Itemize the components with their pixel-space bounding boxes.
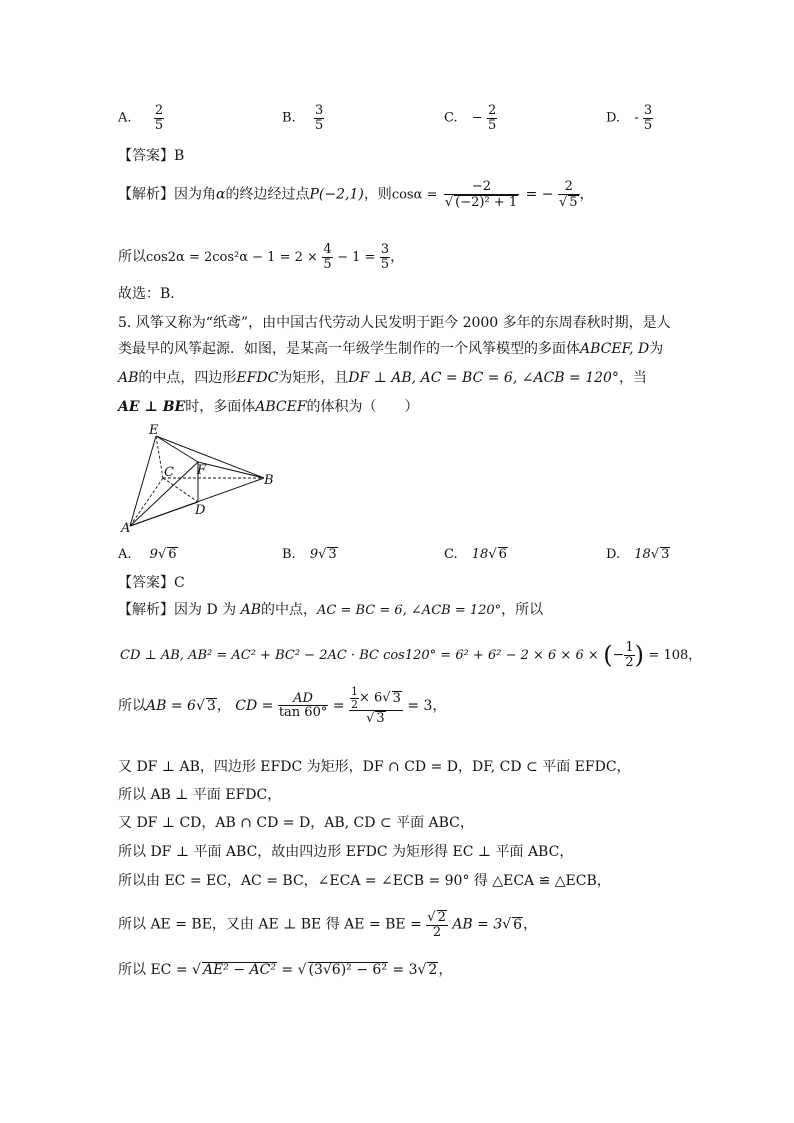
numerator: 2 bbox=[564, 179, 573, 194]
fraction bbox=[380, 243, 390, 271]
edge-AD bbox=[130, 502, 198, 526]
q5-option-a: A. 9√ 6 bbox=[118, 547, 177, 562]
radicand: 6 bbox=[498, 547, 507, 562]
q4-answer: 【答案】B bbox=[118, 148, 185, 164]
equals: = bbox=[281, 962, 294, 978]
q5-analysis-line2: CD ⊥ AB, AB² = AC² + BC² − 2AC · BC cos120° = 6² + 6² − 2 × 6 × 6 × (− $\frac{1}{2}$ ) = 108， bbox=[120, 640, 702, 670]
math-expr: cos2α = 2cos²α − 1 = 2 × bbox=[146, 250, 318, 266]
analysis-text: 的终边经过点 bbox=[225, 186, 310, 203]
fraction bbox=[444, 180, 519, 209]
alpha-symbol: α bbox=[216, 186, 226, 203]
math-expr: AB bbox=[118, 370, 139, 386]
edge-EF bbox=[156, 436, 198, 462]
radicand: 6 bbox=[513, 916, 523, 933]
q4-option-a bbox=[118, 104, 164, 132]
denominator: 2 bbox=[350, 697, 358, 711]
text: ，所以 bbox=[501, 602, 544, 618]
math-expr: CD ⊥ AB, AB² = AC² + BC² − 2AC · BC cos120° = 6² + 6² − 2 × 6 × 6 × bbox=[120, 648, 599, 664]
q5-analysis-line6: 又 DF ⊥ CD，AB ∩ CD = D，AB, CD ⊂ 平面 ABC， bbox=[118, 815, 474, 831]
radicand: (3√6)² − 6² bbox=[308, 962, 387, 978]
fraction bbox=[154, 104, 164, 132]
edge-CA bbox=[130, 478, 163, 526]
text: 的中点， bbox=[260, 602, 317, 618]
q5-option-d: D. 18√ 3 bbox=[606, 547, 670, 562]
punct: ， bbox=[216, 697, 231, 714]
radicand: 5 bbox=[569, 194, 578, 210]
math-expr: = 108， bbox=[648, 648, 702, 664]
math-expr: = 3， bbox=[407, 697, 447, 714]
fraction bbox=[426, 910, 448, 939]
coef: 9 bbox=[149, 547, 158, 562]
option-label: A. bbox=[118, 547, 132, 562]
q5-analysis-line3: 所以AB = 6√ 3， CD = $\frac{AD}{\tan 60^\circ}$ = $\frac{1}{2}$ × 6√ 3 √ 3 = 3， bbox=[118, 685, 447, 727]
numerator: √ 2 bbox=[427, 910, 446, 925]
fraction bbox=[314, 104, 324, 132]
radicand: 3 bbox=[328, 547, 337, 562]
option-label: C. bbox=[444, 547, 458, 562]
label-F: F bbox=[197, 463, 207, 478]
punct: ， bbox=[438, 962, 453, 978]
label-C: C bbox=[164, 465, 174, 480]
analysis-tag: 【解析】 bbox=[118, 186, 174, 203]
q4-option-d bbox=[606, 104, 653, 132]
numerator: 3 bbox=[380, 242, 390, 257]
equals: = bbox=[332, 697, 345, 714]
math-expr: ABCEF, D bbox=[580, 341, 650, 357]
label-B: B bbox=[264, 473, 274, 488]
option-label: B. bbox=[282, 110, 296, 126]
denominator: 2 bbox=[625, 654, 634, 670]
radicand: 2 bbox=[437, 910, 446, 925]
q5-analysis-line7: 所以 DF ⊥ 平面 ABC，故由四边形 EFDC 为矩形得 EC ⊥ 平面 ABC， bbox=[118, 844, 574, 860]
edge-EC bbox=[156, 436, 163, 478]
radicand: 2 bbox=[428, 962, 438, 978]
radicand: 3 bbox=[392, 690, 401, 706]
math-expr: CD = bbox=[235, 697, 274, 714]
text: 所以 AE = BE，又由 AE ⊥ BE 得 AE = BE = bbox=[118, 916, 422, 933]
numerator: 4 bbox=[323, 242, 332, 257]
text: 的体积为（ ） bbox=[306, 399, 419, 415]
label-E: E bbox=[149, 423, 159, 438]
denominator: 5 bbox=[323, 256, 332, 272]
denominator: √ 5 bbox=[558, 194, 578, 210]
q5-answer: 【答案】C bbox=[118, 575, 185, 591]
text: ，当 bbox=[618, 370, 647, 386]
math-expr: AB = 3 bbox=[452, 916, 503, 933]
denominator: 5 bbox=[380, 256, 390, 272]
label-D: D bbox=[195, 503, 206, 518]
q5-analysis-line5: 所以 AB ⊥ 平面 EFDC， bbox=[118, 787, 282, 803]
math-expr: AB = 6 bbox=[146, 697, 196, 714]
q4-analysis-line2 bbox=[118, 243, 404, 271]
numerator: 3 bbox=[643, 103, 653, 118]
numerator: 1 bbox=[625, 640, 634, 655]
point-expr: P(−2,1) bbox=[309, 186, 364, 203]
radicand: 6 bbox=[168, 547, 177, 562]
option-sign: − bbox=[471, 110, 483, 126]
punct: ， bbox=[523, 916, 538, 933]
q5-analysis-line1 bbox=[118, 603, 543, 617]
text: 所以 bbox=[118, 249, 146, 266]
option-label: A. bbox=[118, 110, 132, 126]
text: 为矩形，且 bbox=[278, 370, 349, 386]
text: 为 bbox=[649, 341, 664, 357]
q4-conclusion: 故选：B. bbox=[118, 286, 175, 302]
option-sign: - bbox=[634, 110, 639, 126]
fraction bbox=[349, 686, 403, 726]
q5-line1: 5. 风筝又称为“纸鸢”，由中国古代劳动人民发明于距今 2000 多年的东周春秋时期，是人 bbox=[118, 315, 671, 331]
fraction bbox=[624, 641, 634, 669]
coef: 18 bbox=[634, 547, 651, 562]
radicand: 3 bbox=[376, 711, 385, 727]
option-label: D. bbox=[606, 110, 621, 126]
denominator: tan 60° bbox=[278, 705, 328, 721]
label-A: A bbox=[121, 521, 131, 534]
punct: ， bbox=[390, 249, 405, 266]
q4-option-b bbox=[282, 104, 324, 132]
fraction bbox=[278, 692, 329, 720]
edge-EA bbox=[130, 436, 156, 526]
math-expr: × 6 bbox=[358, 690, 383, 706]
cos-expr: cosα = bbox=[391, 187, 438, 203]
radicand: AE² − AC² bbox=[202, 962, 276, 978]
text: 类最早的风筝起源．如图，是某高一年级学生制作的一个风筝模型的多面体 bbox=[118, 341, 580, 357]
q5-option-b: B. 9√ 3 bbox=[282, 547, 337, 562]
text: 所以 EC = bbox=[118, 962, 188, 978]
radicand: 3 bbox=[661, 547, 670, 562]
option-label: D. bbox=[606, 547, 621, 562]
math-expr: = 3 bbox=[392, 962, 418, 978]
q5-line2 bbox=[118, 342, 663, 356]
q5-analysis-line9: 所以 AE = BE，又由 AE ⊥ BE 得 AE = BE = $\frac{√ 2}{2}$ AB = 3√ 6， bbox=[118, 910, 538, 940]
numerator: AD bbox=[293, 690, 313, 706]
text: 因为 D 为 bbox=[174, 602, 237, 618]
denominator: 2 bbox=[426, 925, 448, 940]
denominator: 5 bbox=[314, 117, 324, 133]
math-expr: AE ⊥ BE bbox=[118, 399, 186, 415]
math-expr: AB bbox=[240, 602, 261, 618]
numerator: 2 bbox=[154, 103, 164, 118]
denominator: √ (−2)² + 1 bbox=[444, 194, 518, 210]
analysis-text: ，则 bbox=[363, 186, 392, 203]
radicand: 3 bbox=[206, 697, 216, 714]
q5-analysis-line4: 又 DF ⊥ AB，四边形 EFDC 为矩形，DF ∩ CD = D，DF, CD ⊂ 平面 EFDC， bbox=[118, 759, 631, 775]
numerator: −2 bbox=[471, 179, 492, 194]
text: 的中点，四边形 bbox=[138, 370, 237, 386]
denominator: 5 bbox=[154, 117, 164, 133]
punct: ， bbox=[579, 186, 594, 203]
coef: 18 bbox=[471, 547, 489, 562]
option-label: C. bbox=[444, 110, 458, 126]
polyhedron-figure bbox=[118, 422, 278, 534]
q5-line3 bbox=[118, 371, 647, 385]
numerator: 3 bbox=[314, 103, 324, 118]
math-expr: ABCEF bbox=[255, 399, 307, 415]
analysis-text: 因为角 bbox=[174, 186, 216, 203]
q5-analysis-line8: 所以由 EC = EC，AC = BC，∠ECA = ∠ECB = 90° 得 △ECA ≌ △ECB， bbox=[118, 873, 611, 889]
text: 所以 bbox=[118, 697, 146, 714]
denominator: 5 bbox=[643, 117, 653, 133]
math-expr: DF ⊥ AB, AC = BC = 6, ∠ACB = 120° bbox=[348, 370, 619, 386]
fraction bbox=[322, 243, 332, 271]
q4-option-c bbox=[444, 104, 497, 132]
coef: 9 bbox=[309, 547, 319, 562]
fraction bbox=[558, 180, 580, 209]
math-expr: AC = BC = 6, ∠ACB = 120° bbox=[316, 603, 502, 618]
math-expr: − 1 = bbox=[337, 250, 376, 266]
radicand: (−2)² + 1 bbox=[455, 194, 518, 210]
fraction bbox=[643, 104, 653, 132]
numerator: $\frac{1}{2}$ × 6√ 3 bbox=[350, 685, 401, 711]
equals: = − bbox=[525, 186, 554, 203]
fraction bbox=[487, 104, 497, 132]
q4-analysis-line1 bbox=[118, 180, 594, 209]
q5-analysis-line10: 所以 EC = √ AE² − AC² = √ (3√6)² − 6² = 3√ 2， bbox=[118, 962, 453, 978]
numerator: 2 bbox=[487, 103, 497, 118]
math-expr: EFDC bbox=[236, 370, 279, 386]
option-label: B. bbox=[282, 547, 296, 562]
analysis-tag: 【解析】 bbox=[118, 602, 174, 618]
denominator: 5 bbox=[487, 117, 497, 133]
text: 时，多面体 bbox=[185, 399, 256, 415]
q5-option-c: C. 18√ 6 bbox=[444, 547, 507, 562]
edge-FB bbox=[198, 462, 264, 478]
numerator: 1 bbox=[350, 685, 358, 698]
denominator: √ 3 bbox=[349, 710, 403, 726]
q5-line4 bbox=[118, 400, 419, 414]
